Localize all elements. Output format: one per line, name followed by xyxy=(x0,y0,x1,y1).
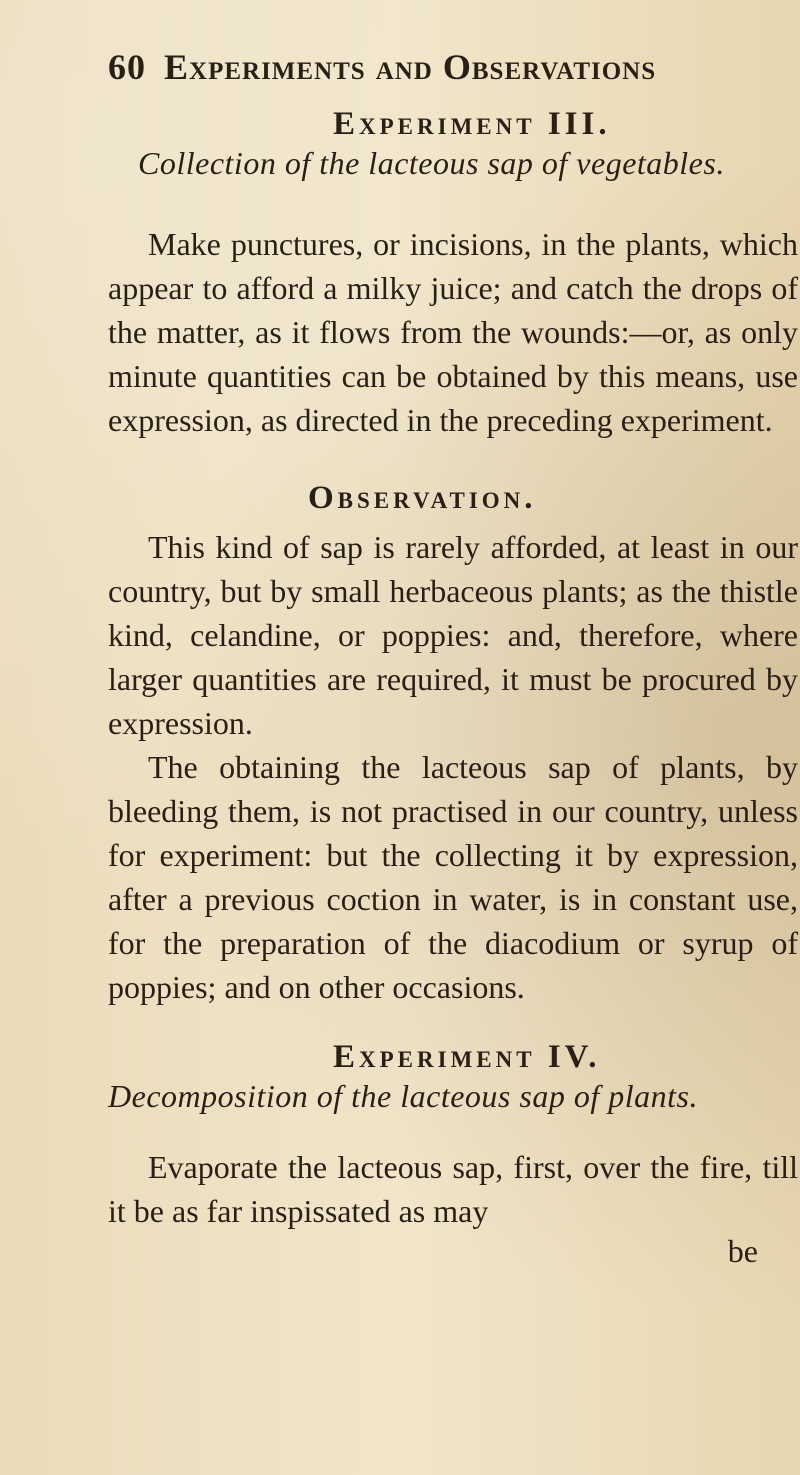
observation-paragraph-1: This kind of sap is rarely afforded, at least in our country, but by small herbaceous plants; as the thistle kind, celandine, or poppies: and, therefore, where larger quantities are required, it must be procured by expression. xyxy=(108,529,798,741)
experiment-3-heading: Experiment III. xyxy=(333,106,611,142)
page-number: 60 xyxy=(108,47,146,87)
running-head-title: Experiments and Observations xyxy=(164,47,657,87)
observation-heading: Observation. xyxy=(308,480,537,516)
experiment-4-subheading: Decomposition of the lacteous sap of plants. xyxy=(108,1078,698,1114)
experiment-4-heading: Experiment IV. xyxy=(333,1039,601,1075)
catchword: be xyxy=(727,1233,758,1269)
running-head xyxy=(108,46,798,88)
experiment-4-paragraph: Evaporate the lacteous sap, first, over the fire, till it be as far inspissated as may xyxy=(108,1149,798,1229)
observation-paragraph-2: The obtaining the lacteous sap of plants, by bleeding them, is not practised in our country, unless for experiment: but the collecting it by expression, after a previous coction in water, is in constant use, for the preparation of the diacodium or syrup of poppies; and on other occasions. xyxy=(108,749,798,1005)
experiment-3-subheading: Collection of the lacteous sap of vegetables. xyxy=(138,145,725,181)
experiment-3-paragraph: Make punctures, or incisions, in the plants, which appear to afford a milky juice; and catch the drops of the matter, as it flows from the wounds:—or, as only minute quantities can be obtained by this means, use expression, as directed in the preceding experiment. xyxy=(108,226,798,438)
page-content xyxy=(108,46,798,1270)
